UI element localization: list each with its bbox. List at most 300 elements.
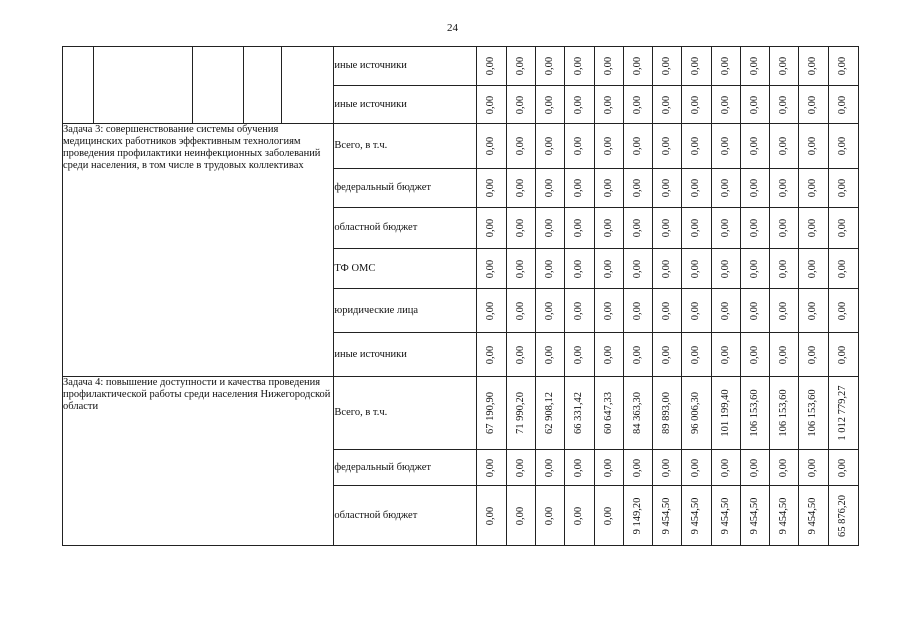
value-cell xyxy=(594,289,623,333)
value-cell xyxy=(682,289,711,333)
value-text: 9 454,50 xyxy=(778,497,790,534)
value-text: 0,00 xyxy=(544,56,556,76)
value-text: 0,00 xyxy=(573,259,585,278)
value-cell xyxy=(623,47,652,86)
table-row xyxy=(63,377,859,450)
value-cell xyxy=(799,124,828,169)
value-cell xyxy=(682,450,711,486)
value-text: 0,00 xyxy=(573,56,585,76)
value-text: 106 153,60 xyxy=(778,389,790,437)
value-cell xyxy=(536,333,565,377)
value-text: 0,00 xyxy=(690,458,702,477)
value-cell xyxy=(623,450,652,486)
value-cell xyxy=(565,86,594,124)
value-cell xyxy=(536,169,565,208)
value-cell xyxy=(740,86,769,124)
value-text: 0,00 xyxy=(778,345,790,364)
value-text: 0,00 xyxy=(661,259,673,278)
blank-cell xyxy=(94,47,193,124)
value-cell xyxy=(828,47,858,86)
funding-source: областной бюджет xyxy=(334,486,476,546)
value-text: 0,00 xyxy=(544,95,556,114)
value-text: 0,00 xyxy=(485,218,497,238)
value-cell xyxy=(799,249,828,289)
value-cell xyxy=(536,208,565,249)
value-text: 0,00 xyxy=(690,345,702,364)
value-text: 0,00 xyxy=(631,56,643,76)
value-cell xyxy=(623,333,652,377)
value-cell xyxy=(653,249,682,289)
value-text: 0,00 xyxy=(748,56,760,76)
value-cell xyxy=(476,377,506,450)
value-cell xyxy=(594,333,623,377)
value-cell xyxy=(682,333,711,377)
value-cell xyxy=(770,124,799,169)
value-text: 0,00 xyxy=(690,136,702,156)
value-cell xyxy=(476,169,506,208)
value-text: 0,00 xyxy=(514,259,526,278)
value-text: 106 153,60 xyxy=(807,389,819,437)
value-cell xyxy=(711,289,740,333)
value-text: 0,00 xyxy=(514,301,526,320)
value-text: 0,00 xyxy=(602,178,614,198)
blank-cell xyxy=(63,47,94,124)
value-cell xyxy=(799,486,828,546)
value-text: 0,00 xyxy=(602,136,614,156)
value-text: 0,00 xyxy=(690,218,702,238)
value-cell xyxy=(653,208,682,249)
value-cell xyxy=(476,86,506,124)
value-text: 0,00 xyxy=(602,218,614,238)
blank-cell xyxy=(193,47,243,124)
value-cell xyxy=(594,486,623,546)
value-cell xyxy=(623,377,652,450)
blank-cell xyxy=(281,47,333,124)
value-text: 0,00 xyxy=(631,301,643,320)
value-cell xyxy=(799,289,828,333)
value-text: 0,00 xyxy=(485,506,497,525)
value-text: 0,00 xyxy=(719,56,731,76)
value-text: 0,00 xyxy=(514,56,526,76)
value-text: 0,00 xyxy=(573,178,585,198)
value-cell xyxy=(565,450,594,486)
value-cell xyxy=(623,486,652,546)
value-text: 0,00 xyxy=(544,136,556,156)
funding-source: Всего, в т.ч. xyxy=(334,377,476,450)
value-cell xyxy=(536,289,565,333)
value-cell xyxy=(711,377,740,450)
value-cell xyxy=(536,450,565,486)
value-text: 0,00 xyxy=(661,218,673,238)
value-cell xyxy=(740,486,769,546)
value-cell xyxy=(711,47,740,86)
value-cell xyxy=(565,289,594,333)
value-cell xyxy=(828,249,858,289)
value-cell xyxy=(623,208,652,249)
value-cell xyxy=(828,486,858,546)
value-text: 0,00 xyxy=(602,458,614,477)
value-cell xyxy=(682,486,711,546)
value-text: 0,00 xyxy=(807,301,819,320)
value-cell xyxy=(594,86,623,124)
value-text: 0,00 xyxy=(485,345,497,364)
value-text: 0,00 xyxy=(719,95,731,114)
value-cell xyxy=(799,86,828,124)
value-text: 0,00 xyxy=(514,345,526,364)
task-description: Задача 3: совершенствование системы обучения медицинских работников эффективным технологиям проведения профилактики неинфекционных заболеваний среди населения, в том числе в трудовых коллективах xyxy=(63,124,334,377)
value-cell xyxy=(506,289,535,333)
funding-source: федеральный бюджет xyxy=(334,169,476,208)
value-text: 0,00 xyxy=(485,136,497,156)
value-text: 0,00 xyxy=(807,218,819,238)
value-text: 0,00 xyxy=(485,259,497,278)
value-text: 0,00 xyxy=(485,301,497,320)
value-text: 0,00 xyxy=(573,506,585,525)
value-text: 0,00 xyxy=(544,458,556,477)
value-cell xyxy=(623,124,652,169)
funding-source: ТФ ОМС xyxy=(334,249,476,289)
value-cell xyxy=(536,377,565,450)
value-text: 9 149,20 xyxy=(631,497,643,534)
value-cell xyxy=(536,249,565,289)
value-text: 0,00 xyxy=(837,178,849,198)
value-text: 0,00 xyxy=(807,136,819,156)
value-text: 9 454,50 xyxy=(807,497,819,534)
value-text: 0,00 xyxy=(837,301,849,320)
value-cell xyxy=(565,208,594,249)
value-text: 0,00 xyxy=(485,56,497,76)
value-text: 0,00 xyxy=(778,218,790,238)
value-text: 0,00 xyxy=(837,95,849,114)
value-cell xyxy=(653,333,682,377)
value-cell xyxy=(799,47,828,86)
value-cell xyxy=(653,47,682,86)
funding-source: юридические лица xyxy=(334,289,476,333)
value-text: 9 454,50 xyxy=(719,497,731,534)
value-cell xyxy=(711,169,740,208)
value-text: 0,00 xyxy=(661,345,673,364)
value-cell xyxy=(711,124,740,169)
value-text: 0,00 xyxy=(837,218,849,238)
value-cell xyxy=(653,289,682,333)
value-cell xyxy=(740,249,769,289)
value-cell xyxy=(740,377,769,450)
value-text: 0,00 xyxy=(690,178,702,198)
value-cell xyxy=(506,169,535,208)
value-cell xyxy=(828,289,858,333)
value-cell xyxy=(506,86,535,124)
value-text: 0,00 xyxy=(837,56,849,76)
value-text: 0,00 xyxy=(748,301,760,320)
funding-source: областной бюджет xyxy=(334,208,476,249)
task-description: Задача 4: повышение доступности и качества проведения профилактической работы среди населения Нижегородской области xyxy=(63,377,334,546)
value-cell xyxy=(682,377,711,450)
value-cell xyxy=(653,86,682,124)
value-text: 0,00 xyxy=(631,136,643,156)
value-text: 0,00 xyxy=(544,178,556,198)
value-text: 0,00 xyxy=(807,178,819,198)
value-text: 0,00 xyxy=(690,56,702,76)
value-cell xyxy=(740,208,769,249)
value-text: 0,00 xyxy=(602,95,614,114)
value-text: 0,00 xyxy=(514,458,526,477)
value-text: 9 454,50 xyxy=(690,497,702,534)
value-cell xyxy=(565,333,594,377)
value-cell xyxy=(506,486,535,546)
value-cell xyxy=(770,486,799,546)
value-text: 0,00 xyxy=(573,95,585,114)
value-text: 0,00 xyxy=(837,259,849,278)
value-text: 0,00 xyxy=(544,345,556,364)
value-cell xyxy=(594,208,623,249)
value-cell xyxy=(594,47,623,86)
value-cell xyxy=(770,169,799,208)
table-row xyxy=(63,47,859,86)
value-cell xyxy=(828,86,858,124)
value-text: 0,00 xyxy=(837,136,849,156)
value-text: 0,00 xyxy=(748,458,760,477)
value-text: 0,00 xyxy=(514,136,526,156)
value-text: 65 876,20 xyxy=(837,494,849,537)
value-cell xyxy=(653,124,682,169)
value-text: 0,00 xyxy=(807,56,819,76)
value-text: 106 153,60 xyxy=(748,389,760,437)
value-cell xyxy=(828,377,858,450)
value-text: 60 647,33 xyxy=(602,392,614,434)
funding-source: иные источники xyxy=(334,47,476,86)
table-body xyxy=(63,47,859,546)
value-cell xyxy=(682,208,711,249)
funding-source: иные источники xyxy=(334,333,476,377)
value-cell xyxy=(536,47,565,86)
value-cell xyxy=(799,169,828,208)
value-cell xyxy=(828,333,858,377)
value-cell xyxy=(594,377,623,450)
value-cell xyxy=(623,169,652,208)
value-cell xyxy=(536,486,565,546)
value-cell xyxy=(653,169,682,208)
value-text: 0,00 xyxy=(719,136,731,156)
value-text: 0,00 xyxy=(661,301,673,320)
value-text: 0,00 xyxy=(514,95,526,114)
value-cell xyxy=(536,86,565,124)
value-cell xyxy=(828,208,858,249)
value-cell xyxy=(711,450,740,486)
value-cell xyxy=(770,289,799,333)
value-cell xyxy=(770,208,799,249)
value-text: 96 006,30 xyxy=(690,392,702,434)
value-cell xyxy=(682,249,711,289)
value-text: 0,00 xyxy=(544,301,556,320)
budget-table xyxy=(62,46,859,546)
value-cell xyxy=(828,169,858,208)
value-text: 0,00 xyxy=(837,458,849,477)
value-text: 0,00 xyxy=(485,458,497,477)
value-text: 0,00 xyxy=(661,178,673,198)
funding-source: Всего, в т.ч. xyxy=(334,124,476,169)
value-cell xyxy=(476,450,506,486)
value-text: 0,00 xyxy=(837,345,849,364)
value-text: 0,00 xyxy=(778,56,790,76)
value-cell xyxy=(770,47,799,86)
value-text: 0,00 xyxy=(661,95,673,114)
value-text: 89 893,00 xyxy=(661,392,673,434)
value-cell xyxy=(799,377,828,450)
value-text: 67 190,90 xyxy=(485,392,497,434)
value-text: 0,00 xyxy=(807,95,819,114)
value-cell xyxy=(594,450,623,486)
value-text: 71 990,20 xyxy=(514,392,526,434)
value-text: 0,00 xyxy=(602,506,614,525)
value-cell xyxy=(565,124,594,169)
value-cell xyxy=(711,249,740,289)
value-cell xyxy=(623,249,652,289)
value-cell xyxy=(740,124,769,169)
value-text: 0,00 xyxy=(631,458,643,477)
value-text: 0,00 xyxy=(778,95,790,114)
value-text: 0,00 xyxy=(719,345,731,364)
value-cell xyxy=(711,86,740,124)
value-text: 101 199,40 xyxy=(719,389,731,437)
value-cell xyxy=(565,377,594,450)
value-cell xyxy=(476,333,506,377)
value-text: 0,00 xyxy=(573,218,585,238)
value-text: 0,00 xyxy=(485,178,497,198)
value-text: 0,00 xyxy=(748,178,760,198)
value-text: 0,00 xyxy=(573,345,585,364)
value-text: 0,00 xyxy=(661,458,673,477)
value-text: 0,00 xyxy=(602,301,614,320)
value-text: 66 331,42 xyxy=(573,392,585,434)
value-text: 0,00 xyxy=(719,301,731,320)
value-text: 0,00 xyxy=(514,506,526,525)
value-text: 0,00 xyxy=(514,218,526,238)
value-text: 9 454,50 xyxy=(661,497,673,534)
page-number: 24 xyxy=(447,22,458,34)
value-text: 0,00 xyxy=(661,56,673,76)
value-text: 0,00 xyxy=(807,259,819,278)
value-cell xyxy=(770,450,799,486)
value-cell xyxy=(506,249,535,289)
value-cell xyxy=(506,333,535,377)
value-cell xyxy=(653,486,682,546)
value-cell xyxy=(740,333,769,377)
value-text: 0,00 xyxy=(485,95,497,114)
value-cell xyxy=(740,289,769,333)
value-text: 1 012 779,27 xyxy=(837,385,849,441)
funding-source: федеральный бюджет xyxy=(334,450,476,486)
value-text: 0,00 xyxy=(631,218,643,238)
value-text: 84 363,30 xyxy=(631,392,643,434)
value-cell xyxy=(653,450,682,486)
value-cell xyxy=(476,124,506,169)
value-cell xyxy=(476,289,506,333)
value-text: 0,00 xyxy=(573,301,585,320)
value-text: 0,00 xyxy=(748,95,760,114)
value-text: 0,00 xyxy=(602,259,614,278)
value-text: 0,00 xyxy=(778,458,790,477)
value-cell xyxy=(653,377,682,450)
blank-cell xyxy=(243,47,281,124)
value-text: 0,00 xyxy=(778,259,790,278)
value-text: 0,00 xyxy=(631,95,643,114)
value-text: 0,00 xyxy=(807,345,819,364)
value-cell xyxy=(770,377,799,450)
value-cell xyxy=(682,169,711,208)
value-text: 0,00 xyxy=(748,345,760,364)
value-cell xyxy=(476,47,506,86)
value-cell xyxy=(711,333,740,377)
value-text: 0,00 xyxy=(690,301,702,320)
value-cell xyxy=(799,333,828,377)
value-cell xyxy=(506,450,535,486)
value-text: 0,00 xyxy=(544,259,556,278)
value-cell xyxy=(506,208,535,249)
value-cell xyxy=(770,333,799,377)
value-text: 0,00 xyxy=(748,259,760,278)
value-text: 0,00 xyxy=(602,56,614,76)
value-cell xyxy=(623,289,652,333)
value-text: 0,00 xyxy=(631,178,643,198)
value-text: 0,00 xyxy=(690,95,702,114)
value-text: 0,00 xyxy=(778,136,790,156)
value-cell xyxy=(740,47,769,86)
value-cell xyxy=(770,249,799,289)
value-text: 0,00 xyxy=(807,458,819,477)
value-cell xyxy=(770,86,799,124)
value-cell xyxy=(594,249,623,289)
value-text: 9 454,50 xyxy=(748,497,760,534)
value-text: 0,00 xyxy=(514,178,526,198)
value-cell xyxy=(740,169,769,208)
value-text: 0,00 xyxy=(631,345,643,364)
value-cell xyxy=(682,124,711,169)
value-cell xyxy=(565,47,594,86)
value-cell xyxy=(594,169,623,208)
value-cell xyxy=(740,450,769,486)
value-cell xyxy=(476,486,506,546)
value-cell xyxy=(799,450,828,486)
value-text: 0,00 xyxy=(719,218,731,238)
value-cell xyxy=(565,249,594,289)
value-cell xyxy=(506,124,535,169)
value-text: 0,00 xyxy=(778,178,790,198)
value-cell xyxy=(565,486,594,546)
value-cell xyxy=(828,124,858,169)
value-text: 0,00 xyxy=(602,345,614,364)
value-cell xyxy=(711,486,740,546)
value-text: 0,00 xyxy=(748,136,760,156)
table-row xyxy=(63,124,859,169)
value-cell xyxy=(476,249,506,289)
value-cell xyxy=(536,124,565,169)
value-cell xyxy=(828,450,858,486)
value-cell xyxy=(623,86,652,124)
value-cell xyxy=(565,169,594,208)
value-text: 0,00 xyxy=(544,506,556,525)
value-text: 0,00 xyxy=(661,136,673,156)
value-cell xyxy=(682,47,711,86)
value-text: 0,00 xyxy=(573,136,585,156)
value-text: 62 908,12 xyxy=(544,392,556,434)
value-cell xyxy=(476,208,506,249)
value-text: 0,00 xyxy=(690,259,702,278)
value-text: 0,00 xyxy=(544,218,556,238)
value-cell xyxy=(682,86,711,124)
value-cell xyxy=(799,208,828,249)
value-text: 0,00 xyxy=(719,178,731,198)
value-cell xyxy=(506,47,535,86)
